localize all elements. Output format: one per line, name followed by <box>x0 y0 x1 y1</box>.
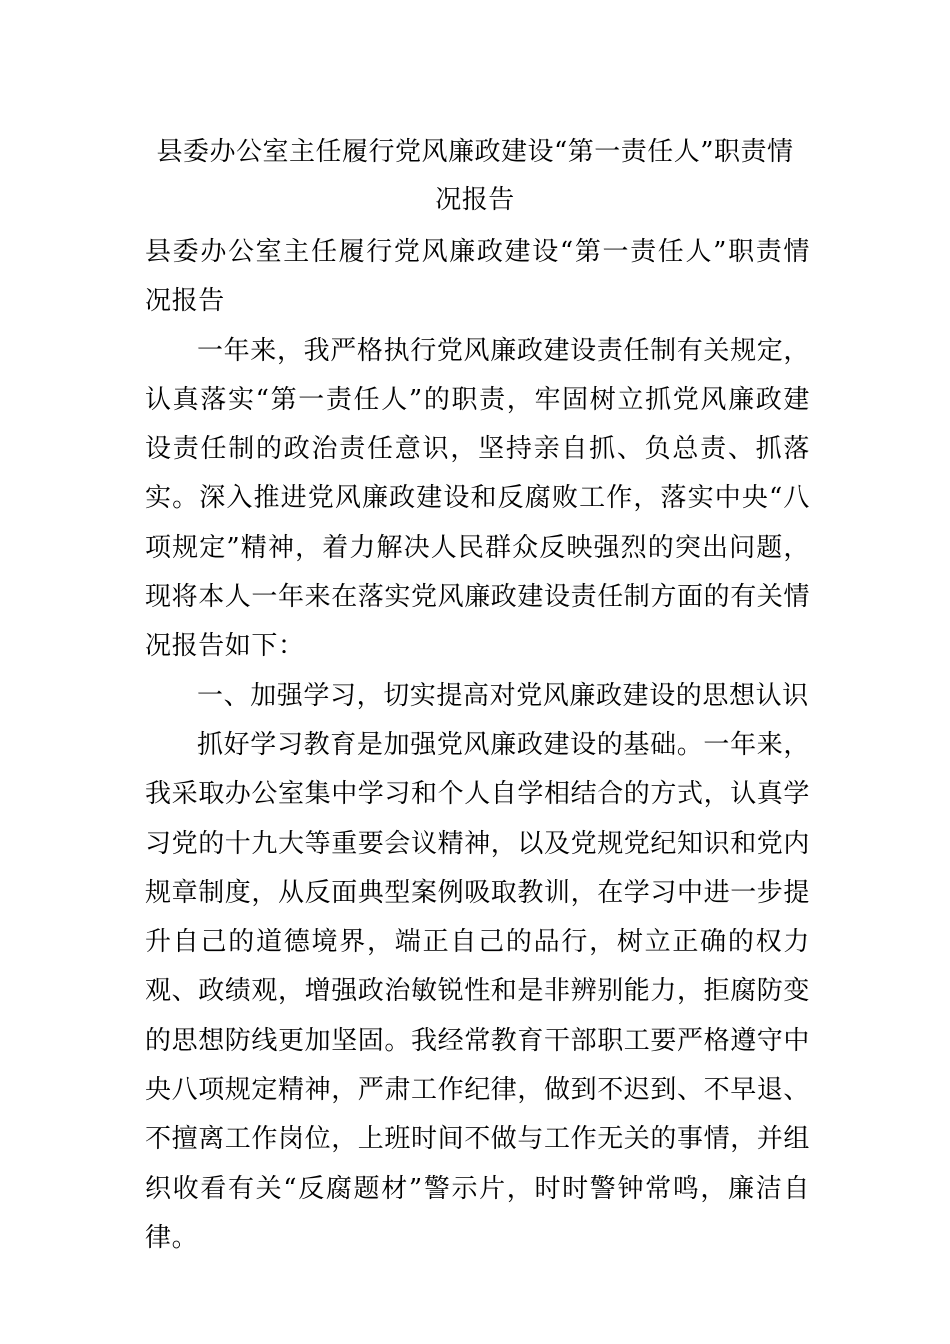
section-paragraph: 抓好学习教育是加强党风廉政建设的基础。一年来，我采取办公室集中学习和个人自学相结合的方式，认真学习党的十九大等重要会议精神，以及党规党纪知识和党内规章制度，从反面典型案例吸取教训，在学习中进一步提升自己的道德境界，端正自己的品行，树立正确的权力观、政绩观，增强政治敏锐性和是非辨别能力，拒腐防变的思想防线更加坚固。我经常教育干部职工要严格遵守中央八项规定精神，严肃工作纪律，做到不迟到、不早退、不擅离工作岗位，上班时间不做与工作无关的事情，并组织收看有关“反腐题材”警示片，时时警钟常鸣，廉洁自律。 <box>145 729 811 1253</box>
document-subtitle: 县委办公室主任履行党风廉政建设“第一责任人”职责情况报告 <box>145 237 810 317</box>
document-title: 县委办公室主任履行党风廉政建设“第一责任人”职责情况报告 <box>156 137 794 215</box>
document-body <box>145 228 810 1263</box>
intro-paragraph: 一年来，我严格执行党风廉政建设责任制有关规定，认真落实“第一责任人”的职责，牢固树立抓党风廉政建设责任制的政治责任意识，坚持亲自抓、负总责、抓落实。深入推进党风廉政建设和反腐败工作，落实中央“八项规定”精神，着力解决人民群众反映强烈的突出问题，现将本人一年来在落实党风廉政建设责任制方面的有关情况报告如下： <box>145 335 811 662</box>
section-heading: 一、加强学习，切实提高对党风廉政建设的思想认识 <box>197 680 809 711</box>
